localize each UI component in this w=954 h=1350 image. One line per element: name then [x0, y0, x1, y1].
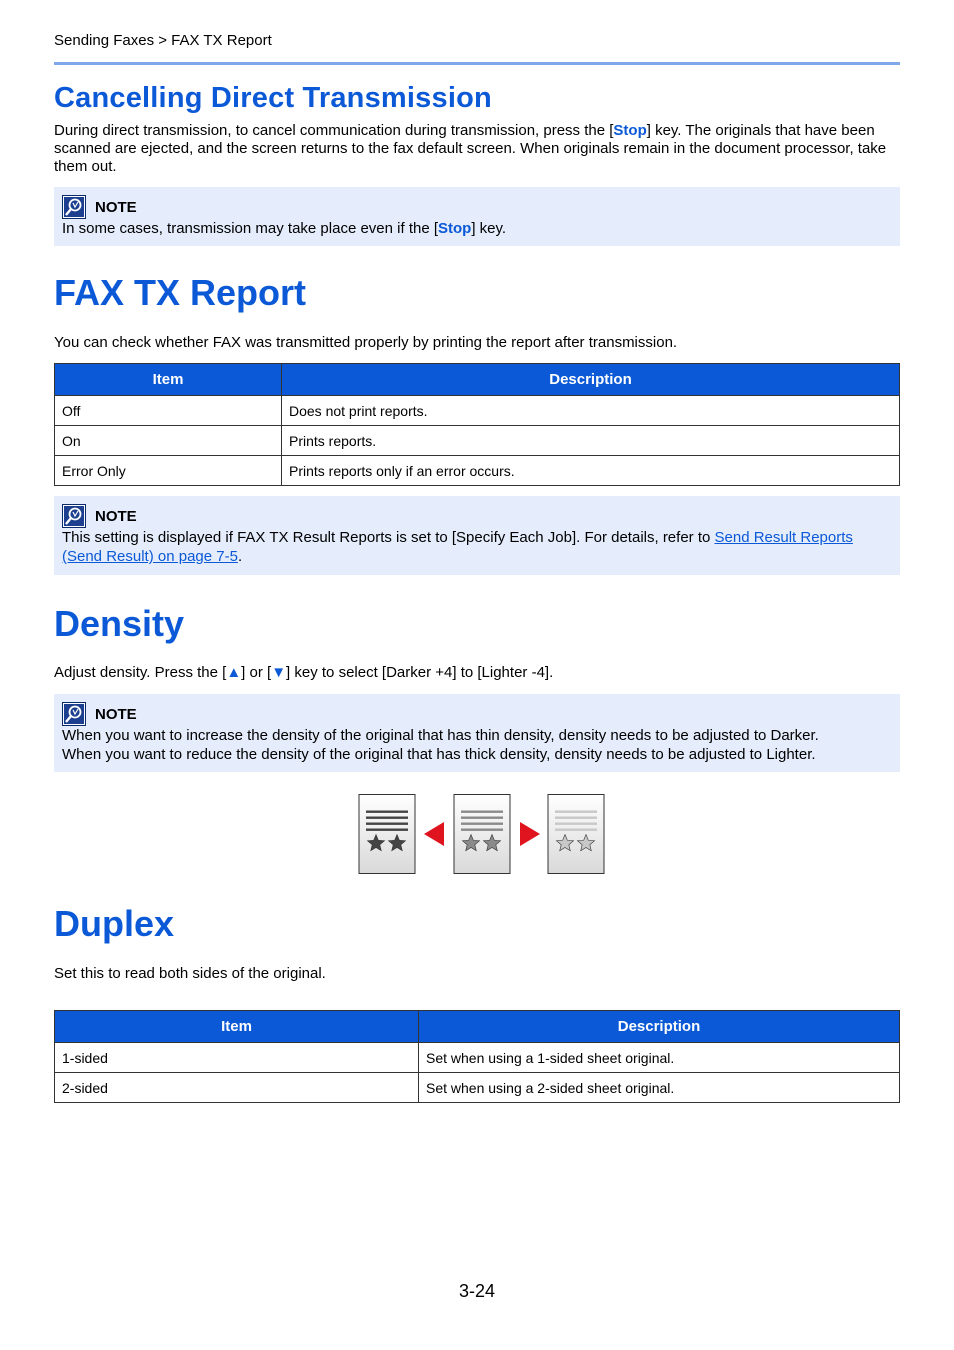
note-box-report: [54, 496, 900, 575]
table-cell-item: Error Only: [55, 456, 282, 486]
table-row: [55, 396, 900, 426]
lighter-sheet-icon: [548, 795, 604, 874]
table-cell-item: Off: [55, 396, 282, 426]
text-line-mark: [555, 811, 597, 813]
arrow-left-icon: [424, 822, 444, 846]
text-line-mark: [366, 829, 408, 831]
table-cell-description: Prints reports.: [282, 426, 900, 456]
note-icon: [62, 195, 86, 219]
text-line-mark: [555, 823, 597, 825]
text-line-mark: [461, 829, 503, 831]
text-line-mark: [366, 817, 408, 819]
table-cell-description: Set when using a 2-sided sheet original.: [419, 1073, 900, 1103]
table-cell-item: 2-sided: [55, 1073, 419, 1103]
text-line-mark: [461, 817, 503, 819]
stop-key: Stop: [613, 122, 647, 139]
text-line-mark: [461, 811, 503, 813]
duplex-paragraph: Set this to read both sides of the original.: [54, 965, 326, 982]
table-header-row: [55, 364, 900, 396]
note-icon: [62, 702, 86, 726]
column-header-item: Item: [55, 1011, 419, 1043]
note-text-line-2: When you want to reduce the density of the original that has thick density, density needs to be adjusted to Lighter.: [62, 746, 816, 763]
table-cell-description: Prints reports only if an error occurs.: [282, 456, 900, 486]
arrow-right-icon: [520, 822, 540, 846]
section-title-density: Density: [54, 603, 185, 644]
cancel-paragraph: During direct transmission, to cancel communication during transmission, press the [Stop] key. The originals that have been scanned are ejected, and the screen returns to the fax default screen. When originals remain in the document processor, take them out.: [54, 122, 887, 175]
duplex-settings-table: [54, 1010, 900, 1103]
note-box-cancel: [54, 187, 900, 246]
section-title-duplex: Duplex: [54, 903, 175, 944]
header-rule: [54, 62, 900, 65]
note-label: NOTE: [95, 198, 137, 216]
table-row: [55, 426, 900, 456]
table-cell-item: On: [55, 426, 282, 456]
stop-key: Stop: [438, 220, 472, 237]
note-label: NOTE: [95, 705, 137, 723]
send-result-reports-link[interactable]: Send Result Reports (Send Result) on page 7-5: [62, 529, 853, 565]
note-icon: [62, 504, 86, 528]
table-header-row: [55, 1011, 900, 1043]
breadcrumb: Sending Faxes > FAX TX Report: [54, 32, 272, 49]
note-label: NOTE: [95, 507, 137, 525]
density-paragraph: Adjust density. Press the [▲] or [▼] key to select [Darker +4] to [Lighter -4].: [54, 664, 554, 681]
section-title-cancelling: Cancelling Direct Transmission: [54, 82, 492, 114]
normal-sheet-icon: [454, 795, 510, 874]
note-box-density: [54, 694, 900, 772]
darker-sheet-icon: [359, 795, 415, 874]
note-text-line-1: When you want to increase the density of the original that has thin density, density needs to be adjusted to Darker.: [62, 727, 819, 744]
text-line-mark: [555, 817, 597, 819]
table-row: [55, 1073, 900, 1103]
page-number: 3-24: [458, 1281, 496, 1301]
table-cell-description: Set when using a 1-sided sheet original.: [419, 1043, 900, 1073]
column-header-item: Item: [55, 364, 282, 396]
text-line-mark: [555, 829, 597, 831]
up-arrow-icon: ▲: [226, 664, 242, 681]
table-row: [55, 1043, 900, 1073]
note-text: In some cases, transmission may take place even if the [Stop] key.: [62, 220, 507, 237]
report-settings-table: [54, 363, 900, 486]
down-arrow-icon: ▼: [271, 664, 287, 681]
column-header-description: Description: [282, 364, 900, 396]
text-line-mark: [366, 823, 408, 825]
table-cell-item: 1-sided: [55, 1043, 419, 1073]
column-header-description: Description: [419, 1011, 900, 1043]
note-text: This setting is displayed if FAX TX Result Reports is set to [Specify Each Job]. For details, refer to Send Result Reports (Send Result) on page 7-5.: [62, 529, 853, 565]
density-illustration: [358, 794, 606, 874]
section-title-fax-tx-report: FAX TX Report: [54, 272, 307, 313]
table-cell-description: Does not print reports.: [282, 396, 900, 426]
table-row: [55, 456, 900, 486]
text-line-mark: [366, 811, 408, 813]
report-paragraph: You can check whether FAX was transmitted properly by printing the report after transmission.: [54, 334, 678, 351]
text-line-mark: [461, 823, 503, 825]
